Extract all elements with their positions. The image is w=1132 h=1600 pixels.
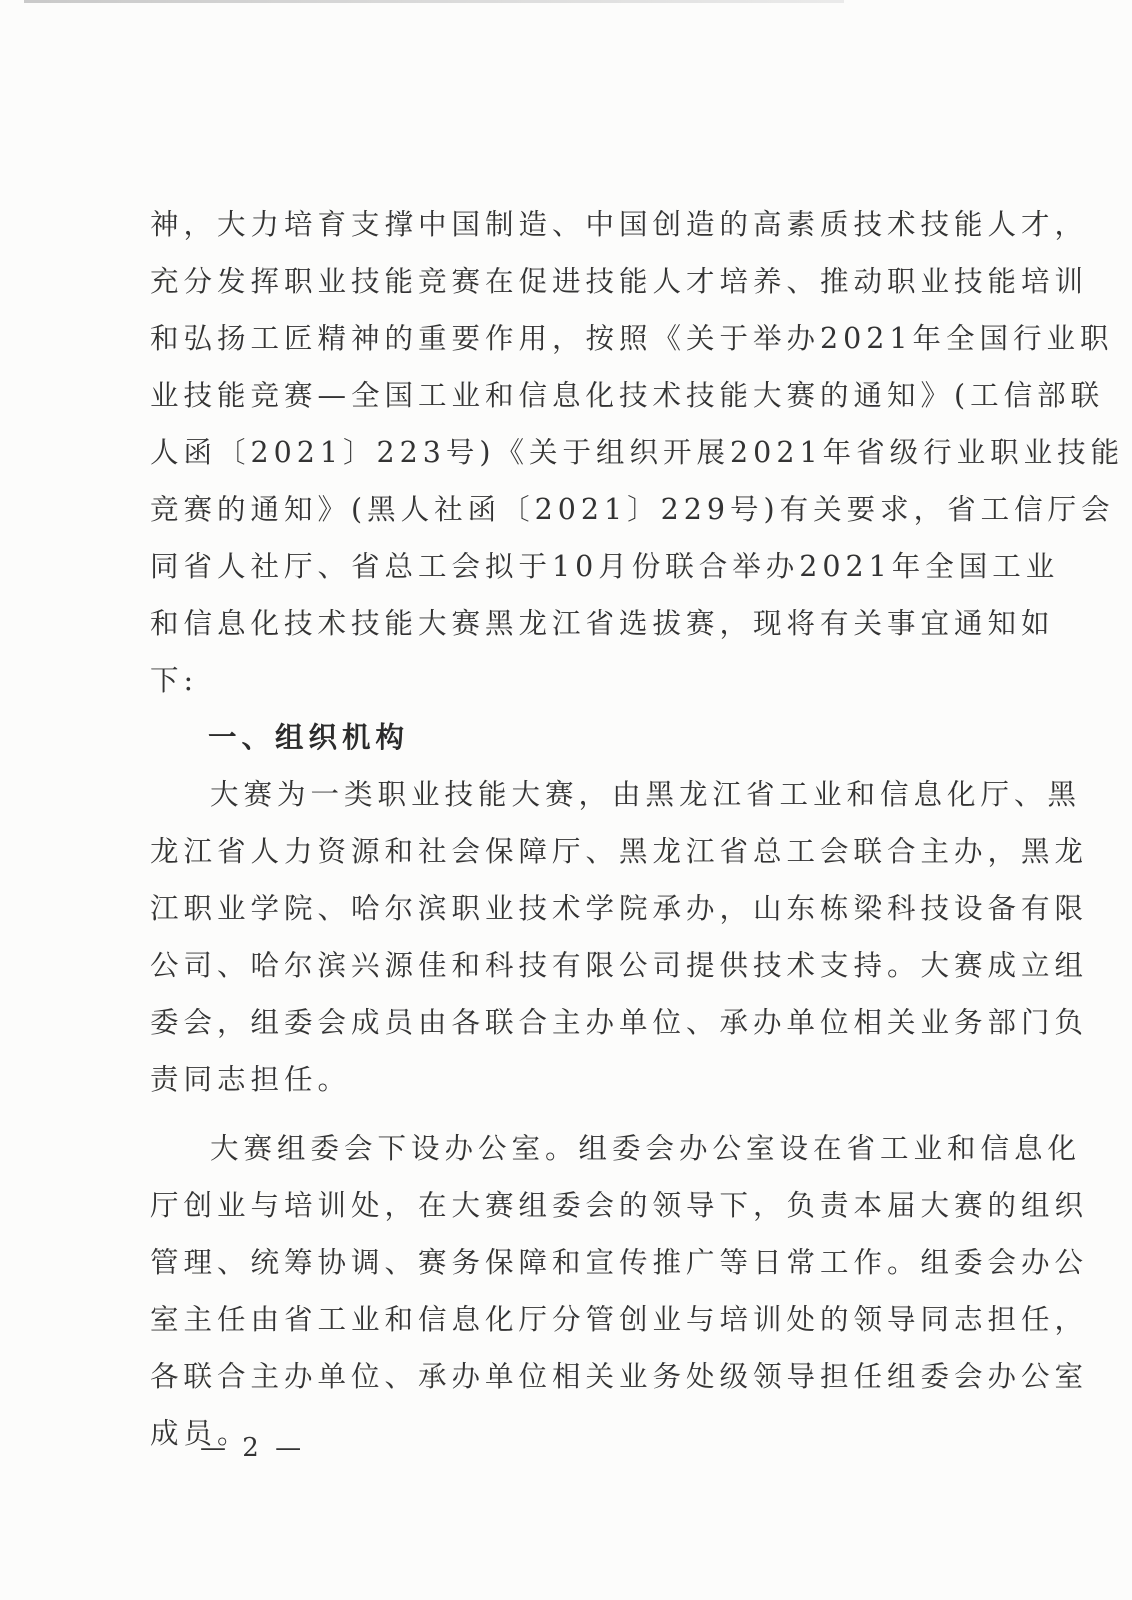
paragraph-line: 厅创业与培训处，在大赛组委会的领导下，负责本届大赛的组织 (150, 1189, 1089, 1222)
paragraph-line: 江职业学院、哈尔滨职业技术学院承办，山东栋梁科技设备有限 (150, 892, 1089, 925)
paragraph-3 (150, 1120, 1089, 1462)
paragraph-line: 室主任由省工业和信息化厅分管创业与培训处的领导同志担任， (150, 1303, 1089, 1336)
paragraph-line: 责同志担任。 (150, 1063, 352, 1096)
paragraph-gap (150, 1108, 980, 1120)
paragraph-line: 公司、哈尔滨兴源佳和科技有限公司提供技术支持。大赛成立组 (150, 949, 1089, 982)
paragraph-line: 委会，组委会成员由各联合主办单位、承办单位相关业务部门负 (150, 1006, 1089, 1039)
paragraph-line: 成员。 (150, 1417, 251, 1450)
paragraph-line: 各联合主办单位、承办单位相关业务处级领导担任组委会办公室 (150, 1360, 1089, 1393)
paragraph-line: 神，大力培育支撑中国制造、中国创造的高素质技术技能人才， (150, 208, 1089, 241)
paragraph-line: 管理、统筹协调、赛务保障和宣传推广等日常工作。组委会办公 (150, 1246, 1089, 1279)
page-number: — 2 — (200, 1433, 306, 1463)
scan-top-edge (24, 0, 844, 3)
paragraph-line: 大赛为一类职业技能大赛，由黑龙江省工业和信息化厅、黑 (210, 778, 1082, 811)
paragraph-line: 和信息化技术技能大赛黑龙江省选拔赛，现将有关事宜通知如 (150, 607, 1055, 640)
paragraph-line: 业技能竞赛—全国工业和信息化技术技能大赛的通知》(工信部联 (150, 379, 1105, 412)
document-body (150, 196, 1125, 1462)
paragraph-1 (150, 196, 1125, 709)
paragraph-line: 和弘扬工匠精神的重要作用，按照《关于举办2021年全国行业职 (150, 322, 1114, 355)
paragraph-line: 下: (150, 664, 199, 697)
paragraph-line: 充分发挥职业技能竞赛在促进技能人才培养、推动职业技能培训 (150, 265, 1089, 298)
paragraph-line: 同省人社厅、省总工会拟于10月份联合举办2021年全国工业 (150, 550, 1060, 583)
section-heading: 一、组织机构 (208, 721, 410, 754)
paragraph-line: 人函〔2021〕223号)《关于组织开展2021年省级行业职业技能 (150, 436, 1125, 469)
paragraph-line: 龙江省人力资源和社会保障厅、黑龙江省总工会联合主办，黑龙 (150, 835, 1089, 868)
paragraph-line: 竞赛的通知》(黑人社函〔2021〕229号)有关要求，省工信厅会 (150, 493, 1115, 526)
paragraph-2 (150, 766, 1089, 1108)
paragraph-line: 大赛组委会下设办公室。组委会办公室设在省工业和信息化 (210, 1132, 1082, 1165)
